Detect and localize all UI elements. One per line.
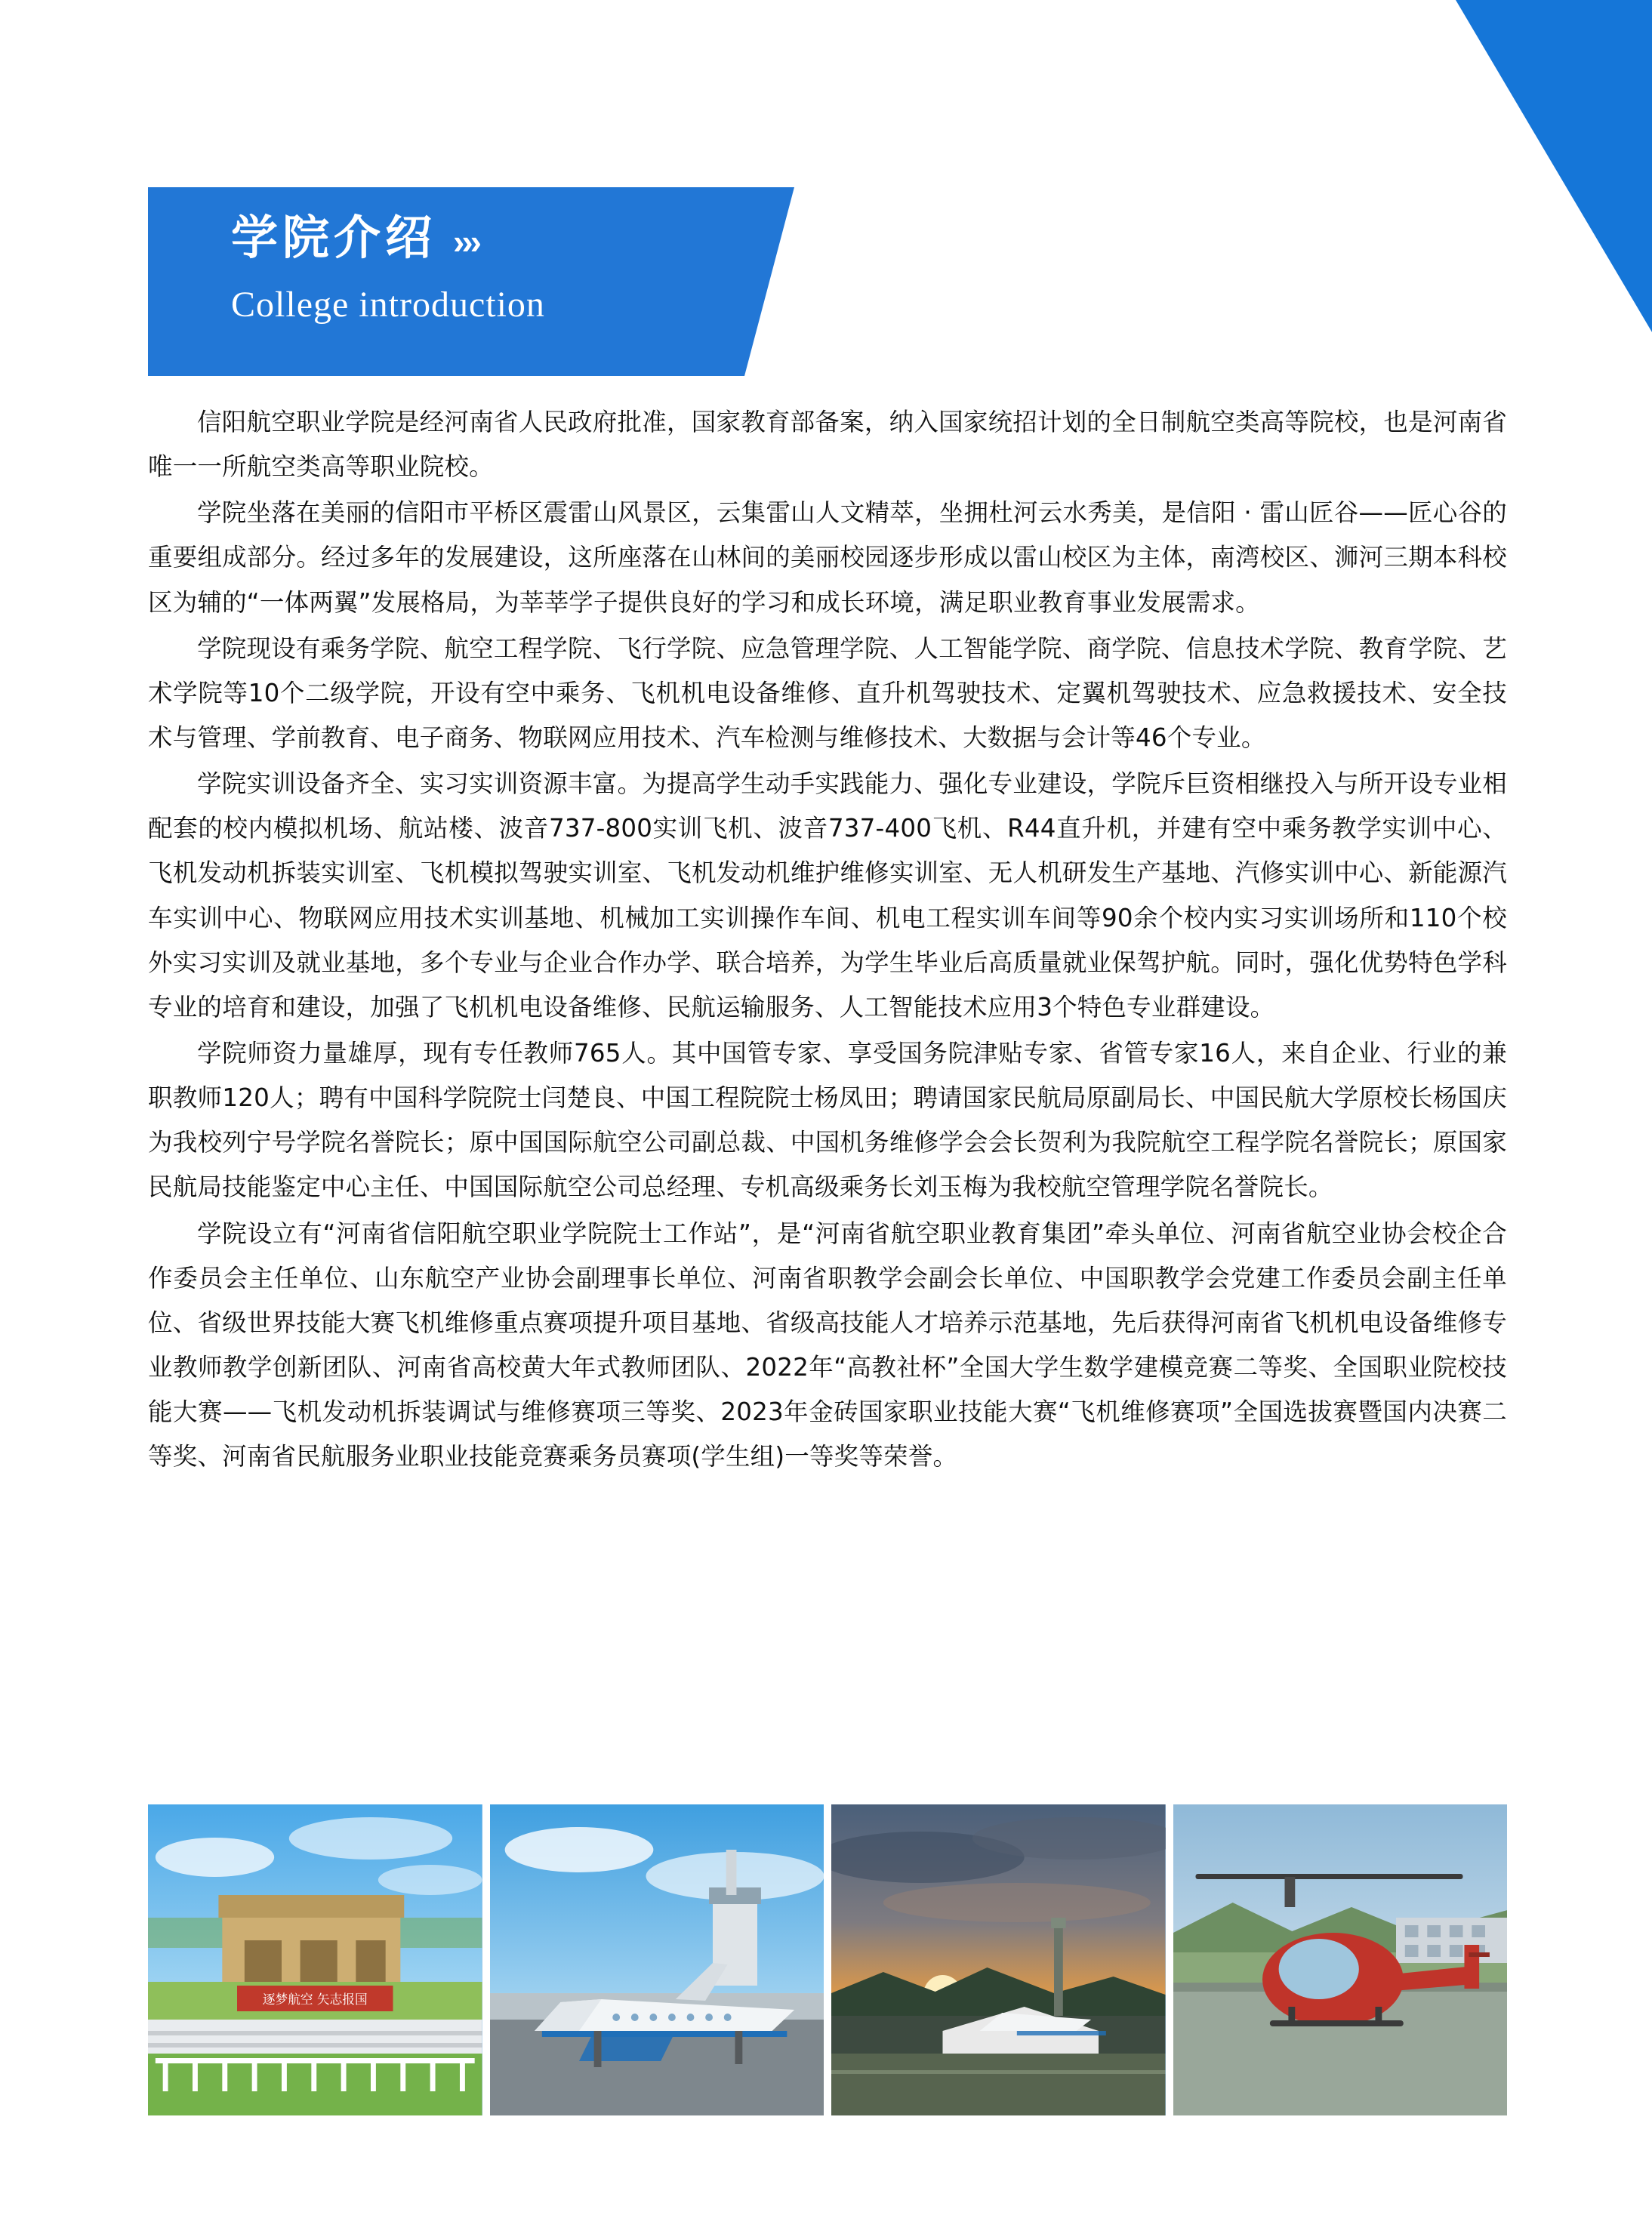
campus-gate-photo [148, 1804, 482, 2115]
paragraph: 信阳航空职业学院是经河南省人民政府批准，国家教育部备案，纳入国家统招计划的全日制航空类高等院校，也是河南省唯一一所航空类高等职业院校。 [148, 408, 1507, 482]
training-aircraft-photo [490, 1804, 824, 2115]
header-text-group [231, 213, 545, 325]
section-header [148, 187, 794, 376]
section-title-cn-text: 学院介绍 [231, 212, 437, 264]
section-title-en: College introduction [231, 285, 545, 325]
paragraph: 学院设立有“河南省信阳航空职业学院院士工作站”，是“河南省航空职业教育集团”牵头单位、河南省航空业协会校企合作委员会主任单位、山东航空产业协会副理事长单位、河南省职教学会副会长单位、中国职教学会党建工作委员会副主任单位、省级世界技能大赛飞机维修重点赛项提升项目基地、省级高技能人才培养示范基地，先后获得河南省飞机机电设备维修专业教师教学创新团队、河南省高校黄大年式教师团队、2022年“高教社杯”全国大学生数学建模竞赛二等奖、全国职业院校技能大赛——飞机发动机拆装调试与维修赛项三等奖、2023年金砖国家职业技能大赛“飞机维修赛项”全国选拔赛暨国内决赛二等奖、河南省民航服务业职业技能竞赛乘务员赛项(学生组)一等奖等荣誉。 [148, 1219, 1507, 1471]
paragraph: 学院坐落在美丽的信阳市平桥区震雷山风景区，云集雷山人文精萃，坐拥杜河云水秀美，是信阳 · 雷山匠谷——匠心谷的重要组成部分。经过多年的发展建设，这所座落在山林间的美丽校园逐步形成以雷山校区为主体，南湾校区、浉河三期本科校区为辅的“一体两翼”发展格局，为莘莘学子提供良好的学习和成长环境，满足职业教育事业发展需求。 [148, 498, 1507, 617]
article-body [148, 400, 1507, 1481]
section-title-cn [231, 213, 545, 264]
photo-strip [148, 1804, 1507, 2115]
helicopter-photo [1173, 1804, 1508, 2115]
paragraph: 学院实训设备齐全、实习实训资源丰富。为提高学生动手实践能力、强化专业建设，学院斥巨资相继投入与所开设专业相配套的校内模拟机场、航站楼、波音737-800实训飞机、波音737-400飞机、R44直升机，并建有空中乘务教学实训中心、飞机发动机拆装实训室、飞机模拟驾驶实训室、飞机发动机维护维修实训室、无人机研发生产基地、汽修实训中心、新能源汽车实训中心、物联网应用技术实训基地、机械加工实训操作车间、机电工程实训车间等90余个校内实习实训场所和110个校外实习实训及就业基地，多个专业与企业合作办学、联合培养，为学生毕业后高质量就业保驾护航。同时，强化优势特色学科专业的培育和建设，加强了飞机机电设备维修、民航运输服务、人工智能技术应用3个特色专业群建设。 [148, 769, 1507, 1021]
paragraph: 学院现设有乘务学院、航空工程学院、飞行学院、应急管理学院、人工智能学院、商学院、信息技术学院、教育学院、艺术学院等10个二级学院，开设有空中乘务、飞机机电设备维修、直升机驾驶技术、定翼机驾驶技术、应急救援技术、安全技术与管理、学前教育、电子商务、物联网应用技术、汽车检测与维修技术、大数据与会计等46个专业。 [148, 633, 1507, 752]
chevrons-icon: ››› [453, 221, 479, 261]
svg-text:逐梦航空 矢志报国: 逐梦航空 矢志报国 [262, 1991, 368, 2008]
sunset-airport-photo [831, 1804, 1166, 2115]
decorative-corner [1456, 0, 1652, 332]
paragraph: 学院师资力量雄厚，现有专任教师765人。其中国管专家、享受国务院津贴专家、省管专家16人，来自企业、行业的兼职教师120人；聘有中国科学院院士闫楚良、中国工程院院士杨凤田；聘请国家民航局原副局长、中国民航大学原校长杨国庆为我校列宁号学院名誉院长；原中国国际航空公司副总裁、中国机务维修学会会长贺利为我院航空工程学院名誉院长；原国家民航局技能鉴定中心主任、中国国际航空公司总经理、专机高级乘务长刘玉梅为我校航空管理学院名誉院长。 [148, 1038, 1507, 1202]
